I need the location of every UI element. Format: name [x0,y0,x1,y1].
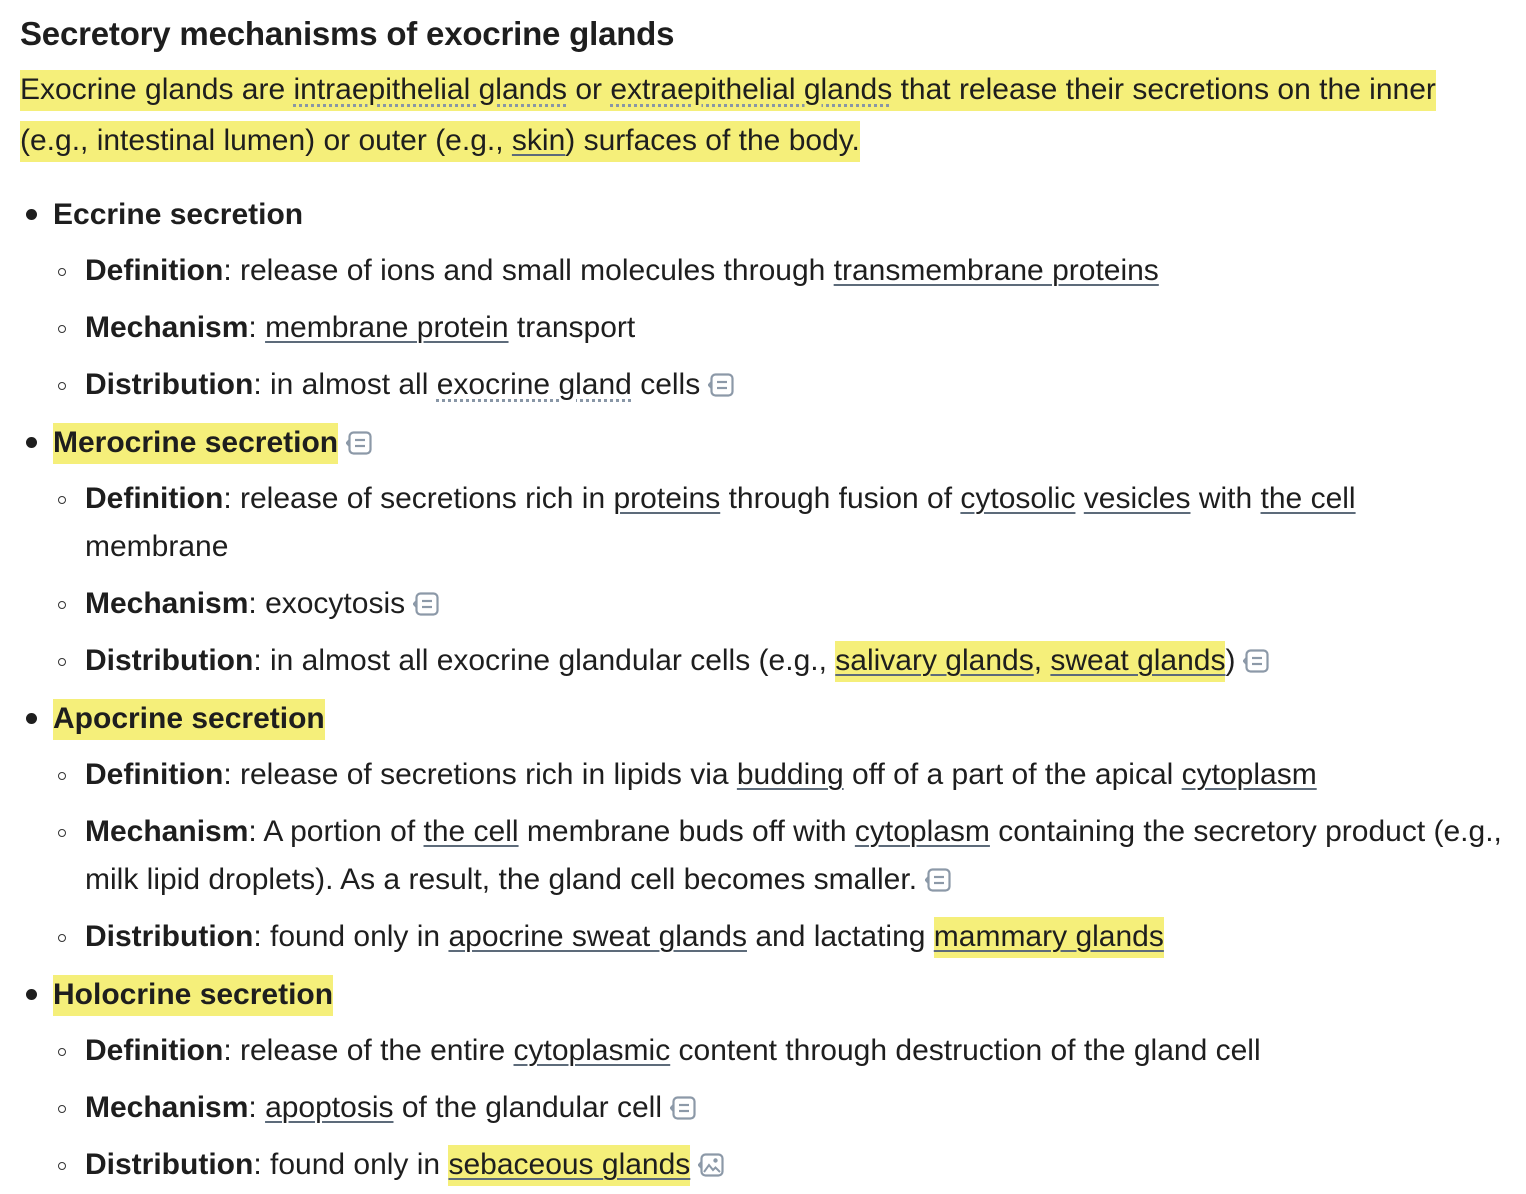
text: release of the entire [239,1034,514,1067]
intro-text: that release their secretions on the inner (e.g., intestinal lumen) or outer (e.g., [20,73,1436,157]
text: release of secretions rich in [239,482,614,515]
note-icon[interactable] [413,592,439,616]
term-distribution: Distribution [85,1148,254,1181]
section-heading [53,690,1506,747]
sub-bullet [58,1105,66,1113]
section-heading [53,966,1506,1023]
highlight [448,1145,690,1186]
holocrine-definition [53,1023,1506,1080]
sub-bullet [58,1048,66,1056]
intro-text: ) surfaces of the body. [565,124,860,157]
text: ) [1225,644,1236,677]
term-distribution: Distribution [85,644,254,677]
holocrine-details [53,1023,1506,1194]
text: and lactating [746,920,934,953]
section-holocrine [20,966,1506,1194]
link-cytoplasm[interactable]: cytoplasm [854,815,990,848]
heading-apocrine: Apocrine secretion [53,699,325,740]
term-mechanism: Mechanism [85,815,249,848]
link-mammary-glands[interactable]: mammary glands [933,920,1164,953]
term-definition: Definition [85,758,224,791]
bullet [26,437,37,448]
section-merocrine [20,414,1506,690]
text: containing the secretory product (e.g., milk lipid droplets). As a result, the gland cell becomes smaller. [85,815,1502,896]
apocrine-mechanism [53,804,1506,909]
term-distribution: Distribution [85,368,254,401]
apocrine-definition [53,747,1506,804]
link-budding[interactable]: budding [736,758,844,791]
colon: : [248,1091,266,1124]
link-membrane-protein[interactable]: membrane protein [265,311,509,344]
link-apocrine-sweat-glands[interactable]: apocrine sweat glands [448,920,747,953]
sub-bullet [58,496,66,504]
sub-bullet [58,934,66,942]
section-eccrine [20,186,1506,414]
text: exocytosis [265,587,406,620]
intro-text: or [567,73,611,106]
text [1075,482,1083,515]
intro-highlight [20,70,1436,162]
text: found only in [269,920,449,953]
section-heading [53,186,1506,243]
highlight [835,641,1225,682]
holocrine-distribution [53,1137,1506,1194]
text: membrane [85,530,229,563]
holocrine-mechanism [53,1080,1506,1137]
heading-holocrine: Holocrine secretion [53,975,333,1016]
eccrine-details [53,243,1506,414]
text: cells [631,368,701,401]
link-transmembrane-proteins[interactable]: transmembrane proteins [833,254,1159,287]
colon: : [253,368,270,401]
term-mechanism: Mechanism [85,311,249,344]
merocrine-definition [53,471,1506,576]
colon: : [248,815,264,848]
text: with [1190,482,1261,515]
highlight [934,917,1164,958]
link-cytoplasm[interactable]: cytoplasm [1181,758,1317,791]
colon: : [253,644,270,677]
text: release of secretions rich in lipids via [239,758,737,791]
text: in almost all exocrine glandular cells (e.g., [269,644,836,677]
eccrine-definition [53,243,1506,300]
intro-text: Exocrine glands are [20,73,294,106]
merocrine-mechanism [53,576,1506,633]
colon: : [223,254,240,287]
sub-bullet [58,325,66,333]
sub-bullet [58,829,66,837]
text: release of ions and small molecules through [239,254,834,287]
sub-bullet [58,601,66,609]
colon: : [248,587,266,620]
merocrine-details [53,471,1506,690]
text: A portion of [263,815,424,848]
link-the-cell[interactable]: the cell [1260,482,1356,515]
term-definition: Definition [85,482,224,515]
sub-bullet [58,658,66,666]
colon: : [248,311,266,344]
note-icon[interactable] [1243,649,1269,673]
text: content through destruction of the gland cell [670,1034,1261,1067]
secretion-list [20,186,1506,1194]
bullet [26,989,37,1000]
eccrine-distribution [53,357,1506,414]
link-exocrine-gland[interactable]: exocrine gland [436,368,632,401]
apocrine-distribution [53,909,1506,966]
text: in almost all [269,368,437,401]
link-skin[interactable]: skin [511,124,566,157]
eccrine-mechanism [53,300,1506,357]
text: , [1033,644,1051,677]
link-intraepithelial-glands[interactable]: intraepithelial glands [293,73,568,106]
apocrine-details [53,747,1506,966]
link-apoptosis[interactable]: apoptosis [265,1091,394,1124]
bullet [26,209,37,220]
link-sebaceous-glands[interactable]: sebaceous glands [448,1148,691,1181]
section-apocrine [20,690,1506,966]
link-the-cell[interactable]: the cell [423,815,519,848]
sub-bullet [58,1162,66,1170]
text: transport [508,311,636,344]
colon: : [253,920,270,953]
text: off of a part of the apical [843,758,1182,791]
colon: : [223,1034,240,1067]
sub-bullet [58,772,66,780]
colon: : [223,482,240,515]
link-cytosolic[interactable]: cytosolic [960,482,1076,515]
text: of the glandular cell [393,1091,663,1124]
heading-eccrine: Eccrine secretion [53,198,304,231]
text: through fusion of [720,482,961,515]
link-sweat-glands[interactable]: sweat glands [1050,644,1226,677]
note-icon[interactable] [670,1096,696,1120]
text: membrane buds off with [518,815,855,848]
page-title: Secretory mechanisms of exocrine glands [20,15,675,52]
image-icon[interactable] [698,1153,724,1177]
note-icon[interactable] [708,373,734,397]
heading-merocrine: Merocrine secretion [53,423,338,464]
text: found only in [269,1148,449,1181]
intro-paragraph [20,64,1506,166]
term-definition: Definition [85,254,224,287]
link-vesicles[interactable]: vesicles [1083,482,1191,515]
term-distribution: Distribution [85,920,254,953]
section-heading [53,414,1506,471]
merocrine-distribution [53,633,1506,690]
colon: : [223,758,240,791]
note-icon[interactable] [346,431,372,455]
colon: : [253,1148,270,1181]
link-cytoplasmic[interactable]: cytoplasmic [513,1034,671,1067]
link-extraepithelial-glands[interactable]: extraepithelial glands [610,73,893,106]
term-definition: Definition [85,1034,224,1067]
sub-bullet [58,382,66,390]
sub-bullet [58,268,66,276]
note-icon[interactable] [925,868,951,892]
link-proteins[interactable]: proteins [613,482,721,515]
bullet [26,713,37,724]
term-mechanism: Mechanism [85,1091,249,1124]
term-mechanism: Mechanism [85,587,249,620]
link-salivary-glands[interactable]: salivary glands [835,644,1034,677]
